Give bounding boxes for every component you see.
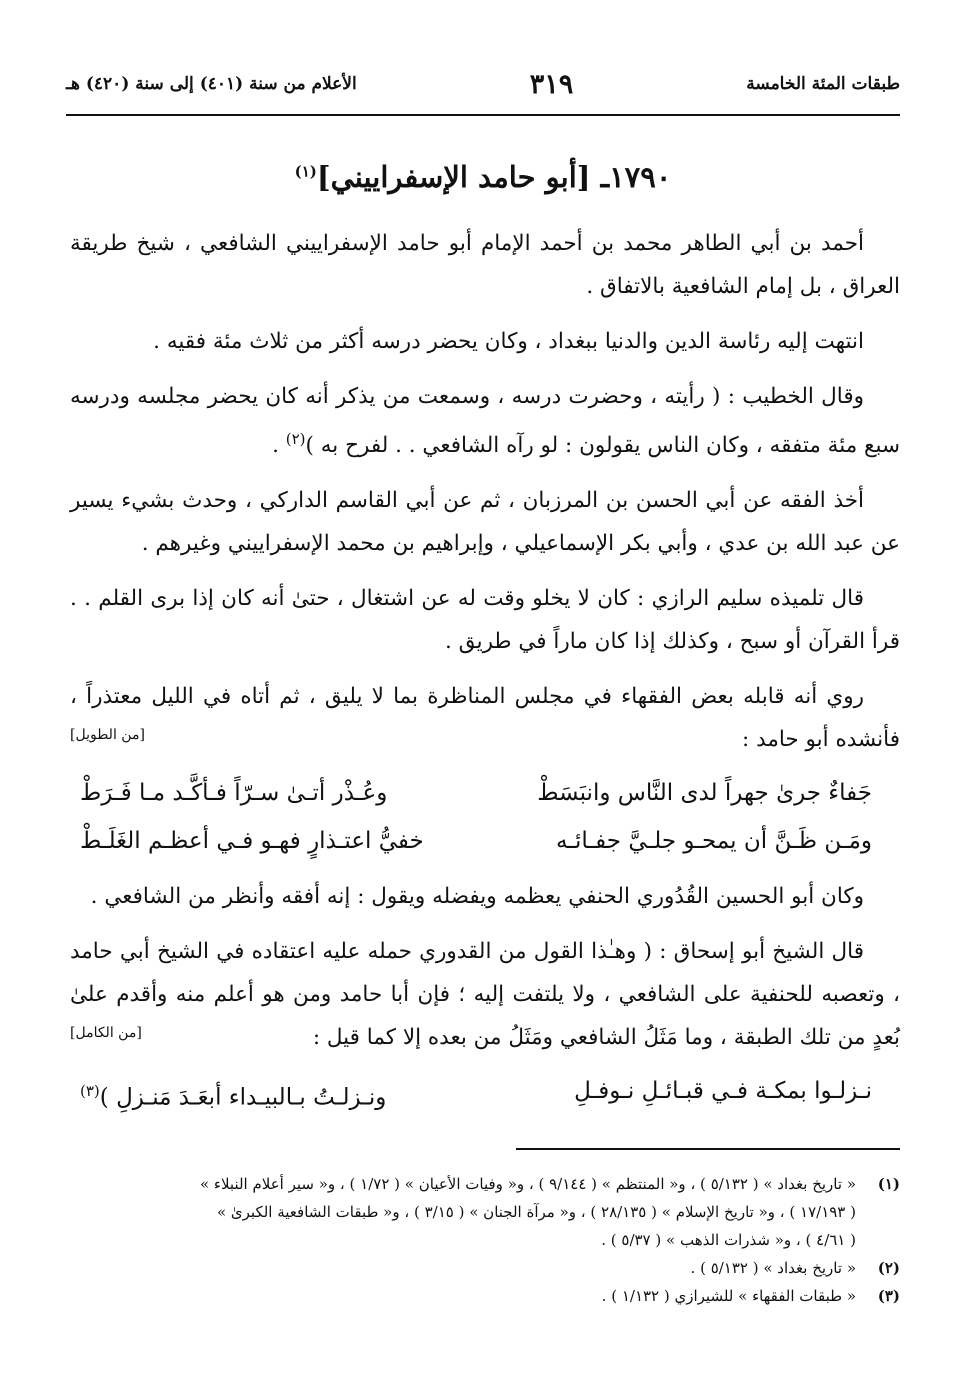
paragraph-leadership: انتهت إليه رئاسة الدين والدنيا ببغداد ، وكان يحضر درسه أكثر من ثلاث مئة فقيه . [153, 329, 864, 354]
verse-first-hemistich: جَفاءٌ جرىٰ جهراً لدى النَّاس وانبَسَطْ [537, 780, 872, 807]
apology-text: روي أنه قابله بعض الفقهاء في مجلس المناظرة بما لا يليق ، ثم أتاه في الليل معتذراً ، فأنشده أبو حامد : [70, 684, 900, 753]
header-book-section: طبقات المئة الخامسة [746, 74, 900, 94]
footnotes [66, 1170, 900, 1310]
footnote-text [66, 1282, 856, 1310]
verse-second-hemistich: وعُـذْر أتـىٰ سـرّاً فـأكَّـد مـا فَـرَطْ [80, 780, 388, 807]
footnote-1 [66, 1170, 900, 1254]
footnote-line: « طبقات الفقهاء » للشيرازي ( ١/١٣٢ ) . [601, 1287, 856, 1305]
footnote-line: « تاريخ بغداد » ( ٥/١٣٢ ) . [690, 1259, 856, 1277]
verse-line [70, 819, 900, 863]
paragraph-quduri: وكان أبو الحسين القُدُوري الحنفي يعظمه ويفضله ويقول : إنه أفقه وأنظر من الشافعي . [90, 884, 864, 910]
footnote-number: (١) [877, 1175, 900, 1193]
running-header [66, 62, 900, 106]
footnote-number: (٢) [877, 1259, 900, 1277]
footnote-3 [66, 1282, 900, 1310]
page-number: ٣١٩ [529, 68, 574, 100]
verse-second-hemistich: خفيُّ اعتـذارٍ فهـو فـي أعظـم الغَلَـطْ [80, 828, 424, 855]
verse-second-hemistich [80, 1069, 386, 1120]
footnote-ref-2: (٢) [285, 430, 306, 448]
meter-label-kamil: [من الكامل] [70, 1025, 142, 1042]
verse-first-hemistich: نـزلـوا بمكـة فـي قبـائـلِ نـوفـلِ [574, 1078, 872, 1105]
footnote-text [66, 1254, 856, 1282]
verse-line [70, 771, 900, 815]
footnote-ref-3: (٣) [80, 1082, 100, 1101]
footnote-line: ( ٤/٦١ ) ، و« شذرات الذهب » ( ٥/٣٧ ) . [601, 1231, 856, 1249]
footnote-line: « تاريخ بغداد » ( ٥/١٣٢ ) ، و« المنتظم » ( ٩/١٤٤ ) ، و« وفيات الأعيان » ( ١/٧٢ ) ، و« سير أعلام النبلاء » [199, 1175, 856, 1193]
khatib-quote-end: . [272, 433, 286, 459]
header-years-range: الأعلام من سنة (٤٠١) إلى سنة (٤٢٠) هـ [66, 74, 357, 94]
paragraph-apology [70, 675, 900, 761]
title-footnote-ref: (١) [294, 162, 317, 181]
verse-second-text: ونـزلـتُ بـالبيـداء أبعَـدَ مَنـزلِ ) [99, 1084, 387, 1111]
entry-title [66, 160, 900, 194]
main-text [70, 222, 900, 1120]
paragraph-teachers: أخذ الفقه عن أبي الحسن بن المرزبان ، ثم عن أبي القاسم الداركي ، وحدث بشيء يسير عن عبد الله بن عدي ، وأبي بكر الإسماعيلي ، وإبراهيم بن محمد الإسفراييني وغيرهم . [70, 488, 900, 557]
footnote-line: ( ١٧/١٩٣ ) ، و« تاريخ الإسلام » ( ٢٨/١٣٥ ) ، و« مرآة الجنان » ( ٣/١٥ ) ، و« طبقات الشافعية الكبرىٰ » [216, 1203, 856, 1221]
paragraph-abu-ishaq [70, 930, 900, 1059]
verse-line [70, 1069, 900, 1120]
entry-title-text: ١٧٩٠ـ [أبو حامد الإسفراييني] [316, 160, 672, 194]
footnote-rule [516, 1148, 900, 1150]
khatib-quote-text: وقال الخطيب : ( رأيته ، وحضرت درسه ، وسمعت من يذكر أنه كان يحضر مجلسه ودرسه سبع مئة متفقه ، وكان الناس يقولون : لو رآه الشافعي . . لفرح به ) [70, 384, 900, 459]
meter-label-tawil: [من الطويل] [70, 727, 145, 744]
abu-ishaq-text: قال الشيخ أبو إسحاق : ( وهـٰذا القول من القدوري حمله عليه اعتقاده في الشيخ أبي حامد ، وتعصبه للحنفية على الشافعي ، ولا يلتفت إليه ؛ فإن أبا حامد ومن هو أعلم منه وأقدم علىٰ بُعدٍ من تلك الطبقة ، وما مَثَلُ الشافعي ومَثَلُ من بعده إلا كما قيل : [70, 939, 900, 1051]
footnote-text [66, 1170, 856, 1254]
paragraph-lineage: أحمد بن أبي الطاهر محمد بن أحمد الإمام أبو حامد الإسفراييني الشافعي ، شيخ طريقة العراق ، بل إمام الشافعية بالاتفاق . [70, 231, 900, 299]
header-rule [66, 114, 900, 116]
footnote-number: (٣) [877, 1287, 900, 1305]
paragraph-salim-razi: قال تلميذه سليم الرازي : كان لا يخلو وقت له عن اشتغال ، حتىٰ أنه كان إذا برى القلم . . قرأ القرآن أو سبح ، وكذلك إذا كان ماراً في طريق . [70, 586, 900, 655]
footnote-2 [66, 1254, 900, 1282]
paragraph-khatib-quote [70, 375, 900, 467]
verse-first-hemistich: ومَـن ظَـنَّ أن يمحـو جلـيَّ جفـائـه [555, 828, 872, 855]
